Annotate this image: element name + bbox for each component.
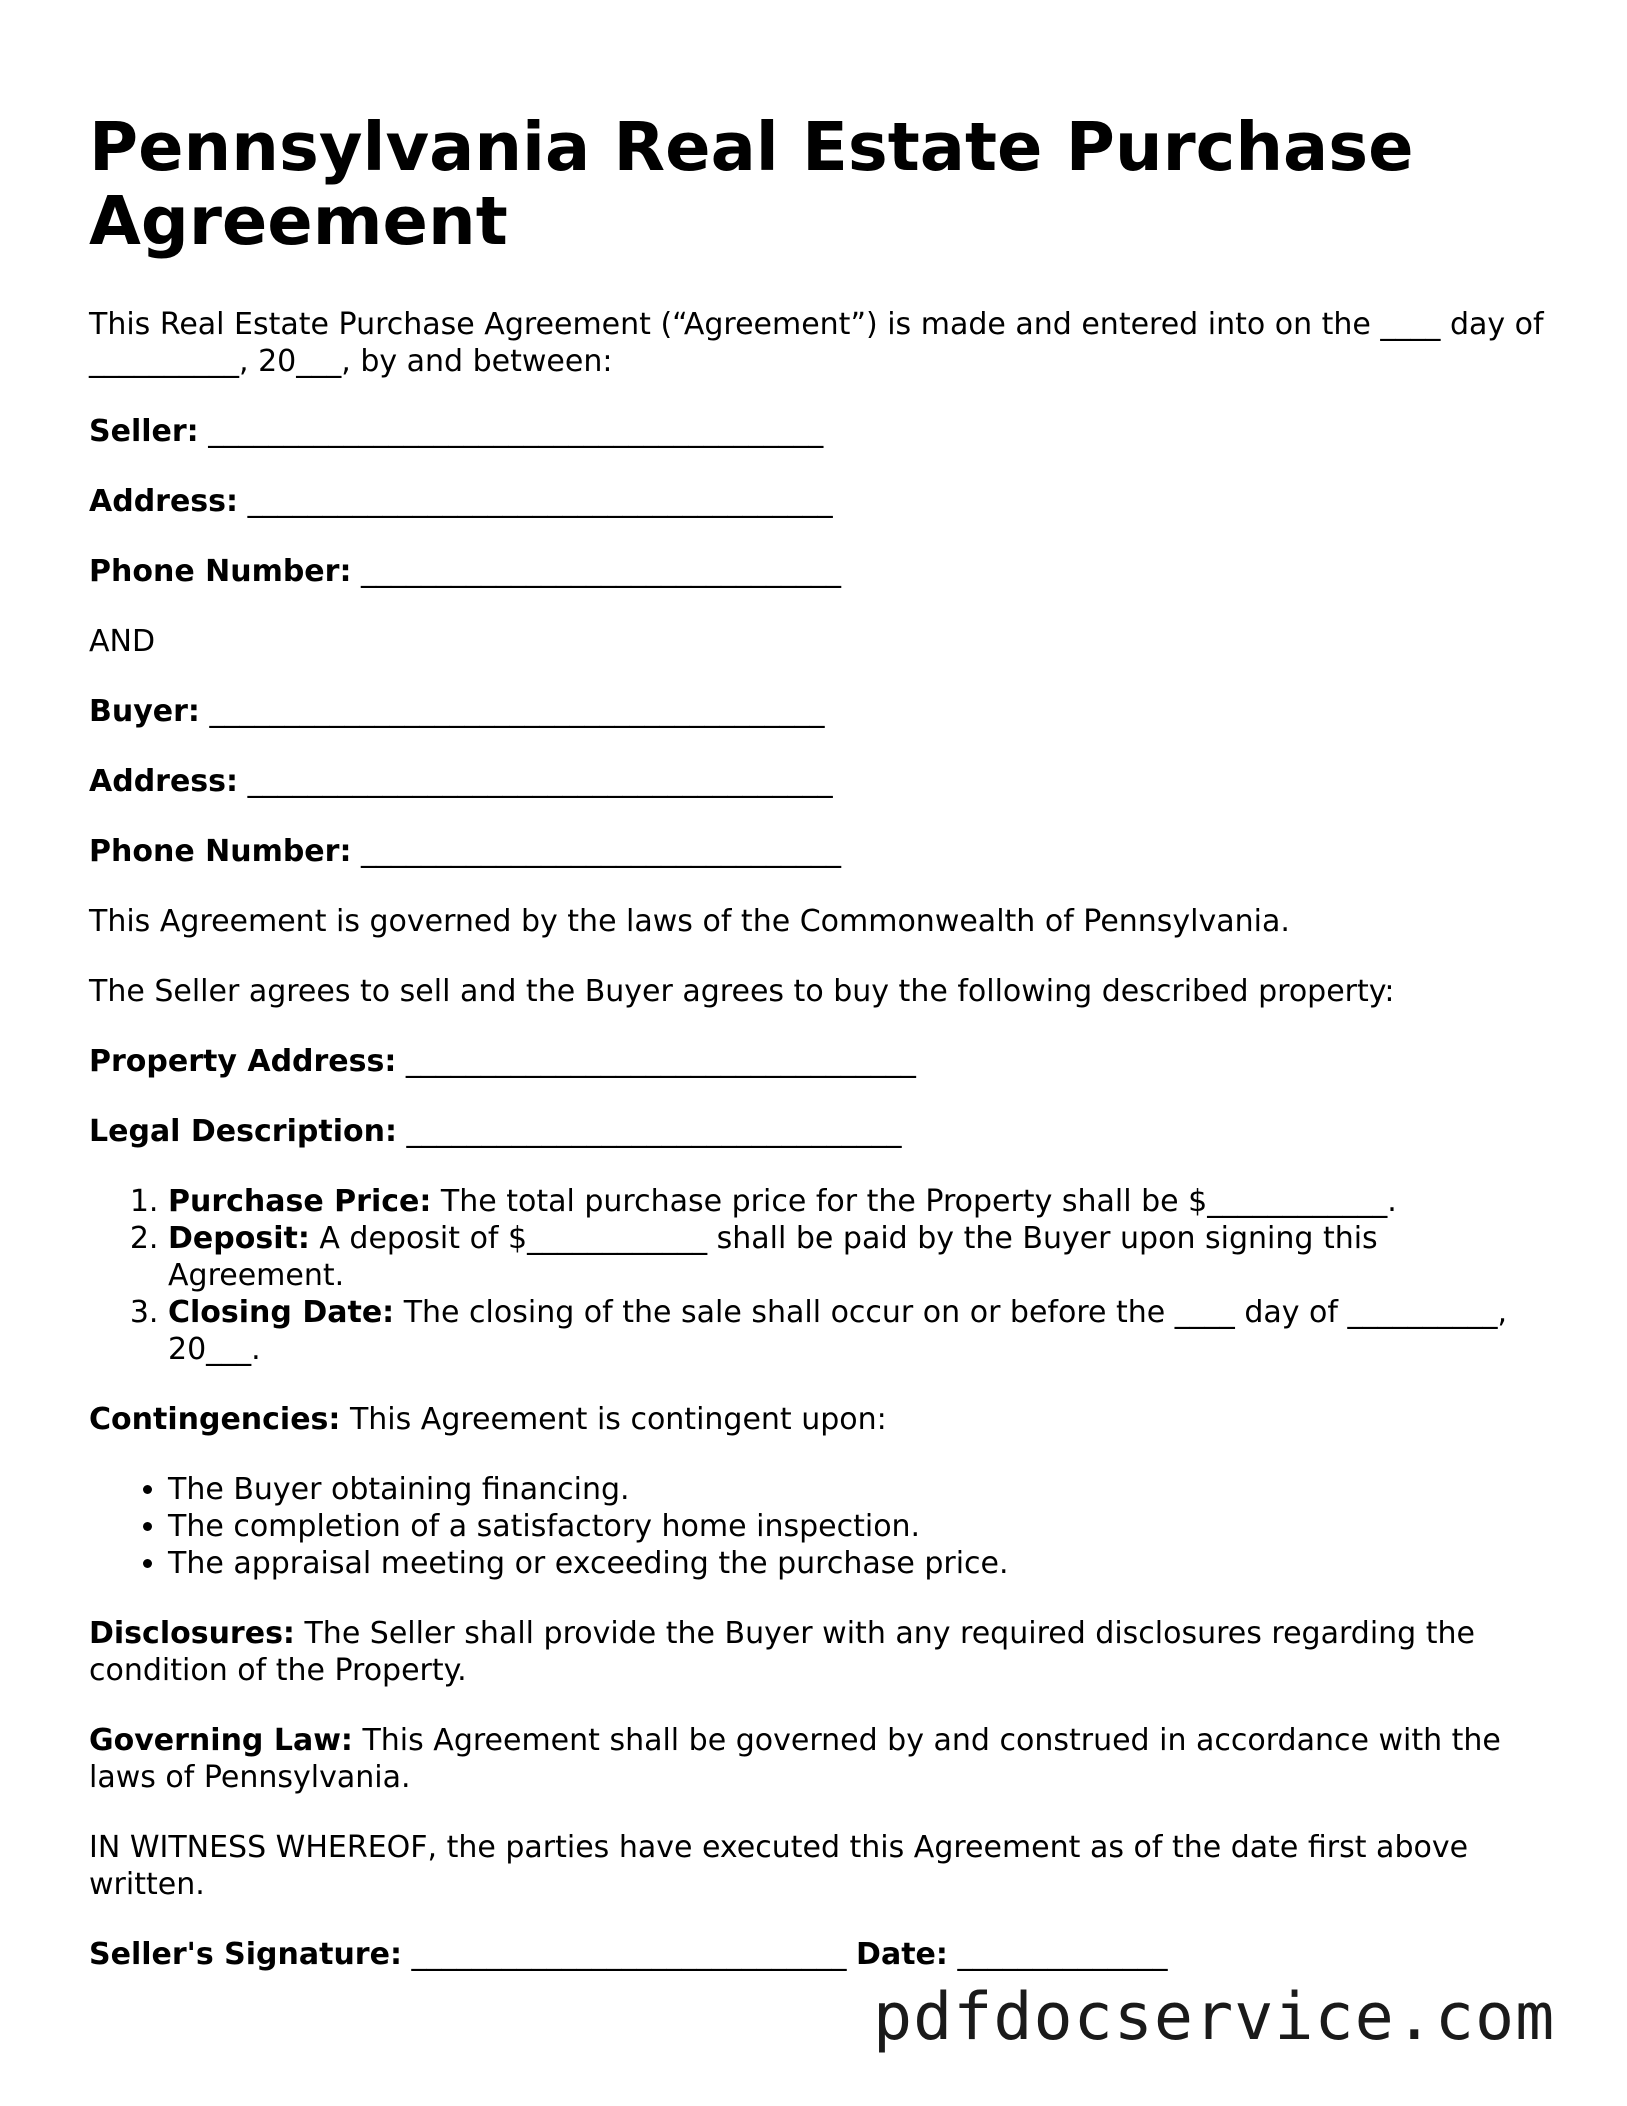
term-label: Purchase Price: — [168, 1184, 432, 1219]
list-item: • The completion of a satisfactory home inspection. — [168, 1508, 1549, 1545]
watermark: pdfdocservice.com — [873, 1980, 1556, 2055]
contingencies-list — [89, 1471, 1549, 1582]
buyer-name-field — [89, 693, 1549, 730]
buyer-phone-label: Phone Number: — [89, 834, 352, 869]
property-address-blank[interactable]: __________________________________ — [405, 1044, 916, 1079]
disclosures-paragraph — [89, 1615, 1549, 1689]
legal-description-blank[interactable]: _________________________________ — [406, 1114, 902, 1149]
property-address-label: Property Address: — [89, 1044, 397, 1079]
seller-signature-blank[interactable]: _____________________________ — [411, 1937, 847, 1972]
seller-name-label: Seller: — [89, 414, 199, 449]
terms-list — [89, 1183, 1549, 1368]
term-closing-date — [168, 1294, 1549, 1368]
list-item: • The Buyer obtaining financing. — [168, 1471, 1549, 1508]
witness-paragraph: IN WITNESS WHEREOF, the parties have executed this Agreement as of the date first above written. — [89, 1830, 1469, 1902]
legal-description-field — [89, 1113, 1549, 1150]
term-label: Deposit: — [168, 1221, 310, 1256]
intro-paragraph: This Real Estate Purchase Agreement (“Agreement”) is made and entered into on the ____ day of __________, 20___, by and between: — [89, 307, 1544, 379]
term-purchase-price — [168, 1183, 1549, 1220]
contingencies-label: Contingencies: — [89, 1402, 341, 1437]
seller-address-blank[interactable]: _______________________________________ — [247, 484, 833, 519]
term-text: The total purchase price for the Property shall be $____________. — [431, 1184, 1397, 1219]
term-text: The closing of the sale shall occur on or before the ____ day of __________, 20___. — [168, 1295, 1508, 1367]
buyer-address-blank[interactable]: _______________________________________ — [247, 764, 833, 799]
signature-date-label: Date: — [856, 1937, 948, 1972]
governing-law-paragraph — [89, 1722, 1549, 1796]
governed-paragraph: This Agreement is governed by the laws of the Commonwealth of Pennsylvania. — [89, 904, 1290, 939]
seller-address-field — [89, 483, 1549, 520]
signature-date-blank[interactable]: ______________ — [957, 1937, 1168, 1972]
term-text: A deposit of $____________ shall be paid by the Buyer upon signing this Agreement. — [168, 1221, 1378, 1293]
seller-phone-label: Phone Number: — [89, 554, 352, 589]
disclosures-label: Disclosures: — [89, 1616, 295, 1651]
buyer-name-label: Buyer: — [89, 694, 200, 729]
buyer-name-blank[interactable]: _________________________________________ — [209, 694, 825, 729]
seller-name-blank[interactable]: _________________________________________ — [208, 414, 824, 449]
document-title: Pennsylvania Real Estate Purchase Agreement — [89, 108, 1414, 260]
buyer-phone-field — [89, 833, 1549, 870]
disclosures-text: The Seller shall provide the Buyer with any required disclosures regarding the condition of the Property. — [89, 1616, 1475, 1688]
contingencies-paragraph — [89, 1401, 1549, 1438]
buyer-phone-blank[interactable]: ________________________________ — [361, 834, 841, 869]
contingencies-text: This Agreement is contingent upon: — [340, 1402, 887, 1437]
property-address-field — [89, 1043, 1549, 1080]
buyer-address-field — [89, 763, 1549, 800]
seller-phone-blank[interactable]: ________________________________ — [361, 554, 841, 589]
buyer-address-label: Address: — [89, 764, 239, 799]
document-page — [89, 110, 1549, 1973]
seller-name-field — [89, 413, 1549, 450]
governing-law-label: Governing Law: — [89, 1723, 353, 1758]
signature-line — [89, 1936, 1549, 1973]
term-deposit — [168, 1220, 1549, 1294]
governing-law-text: This Agreement shall be governed by and construed in accordance with the laws of Pennsylvania. — [89, 1723, 1501, 1795]
and-separator: AND — [89, 624, 156, 659]
list-item: • The appraisal meeting or exceeding the purchase price. — [168, 1545, 1549, 1582]
seller-signature-label: Seller's Signature: — [89, 1937, 402, 1972]
legal-description-label: Legal Description: — [89, 1114, 397, 1149]
agrees-paragraph: The Seller agrees to sell and the Buyer agrees to buy the following described property: — [89, 974, 1395, 1009]
seller-address-label: Address: — [89, 484, 239, 519]
term-label: Closing Date: — [168, 1295, 395, 1330]
seller-phone-field — [89, 553, 1549, 590]
